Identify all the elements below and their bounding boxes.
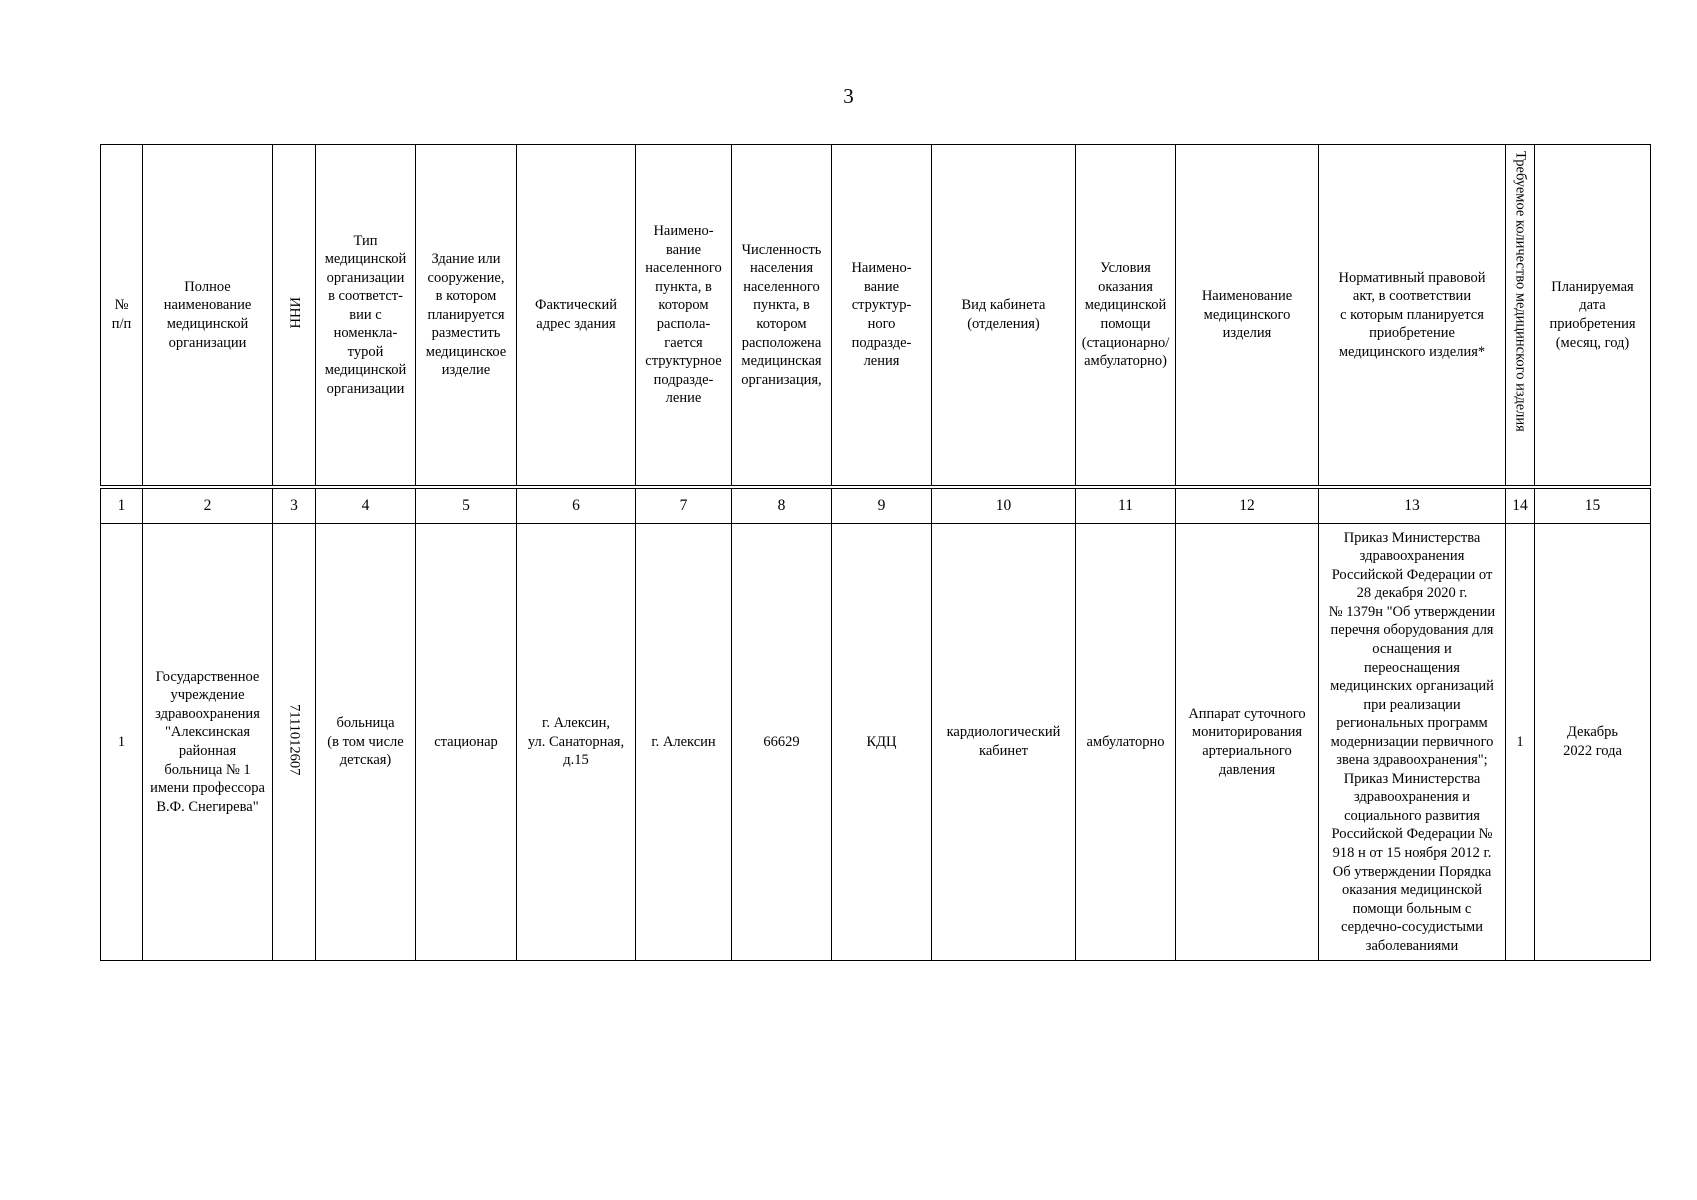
column-number-cell: 8 bbox=[732, 488, 832, 524]
cell-legal-act: Приказ Министерства здравоохранения Российской Федерации от 28 декабря 2020 г. № 1379н "Об утверждении перечня оборудования для оснащения и переоснащения медицинских организаций при реализации региональных программ модернизации первичного звена здравоохранения"; Приказ Министерства здравоохранения и социального развития Российской Федерации № 918 н от 15 ноября 2012 г. Об утверждении Порядка оказания медицинской помощи больным с сердечно-сосудистыми заболеваниями bbox=[1319, 524, 1506, 961]
column-number-cell: 7 bbox=[636, 488, 732, 524]
equipment-plan-table bbox=[100, 144, 1651, 961]
column-number-cell: 15 bbox=[1535, 488, 1651, 524]
header-cell-unit-name: Наимено- вание структур- ного подразде- ления bbox=[832, 144, 932, 486]
header-cell-purchase-date: Планируемая дата приобретения (месяц, год) bbox=[1535, 144, 1651, 486]
column-number-cell: 10 bbox=[932, 488, 1076, 524]
header-cell-org-name: Полное наименование медицинской организации bbox=[143, 144, 273, 486]
header-cell-required-quantity: Требуемое количество медицинского изделия bbox=[1506, 144, 1535, 486]
cell-org-name: Государственное учреждение здравоохранения "Алексинская районная больница № 1 имени профессора В.Ф. Снегирева" bbox=[143, 524, 273, 961]
cell-required-quantity: 1 bbox=[1506, 524, 1535, 961]
cell-cabinet-type: кардиологический кабинет bbox=[932, 524, 1076, 961]
column-number-cell: 6 bbox=[517, 488, 636, 524]
page-number: 3 bbox=[843, 84, 854, 108]
cell-org-type: больница (в том числе детская) bbox=[316, 524, 416, 961]
cell-purchase-date: Декабрь 2022 года bbox=[1535, 524, 1651, 961]
cell-settlement: г. Алексин bbox=[636, 524, 732, 961]
header-cell-care-conditions: Условия оказания медицинской помощи (стационарно/ амбулаторно) bbox=[1076, 144, 1176, 486]
cell-unit-name: КДЦ bbox=[832, 524, 932, 961]
cell-building: стационар bbox=[416, 524, 517, 961]
column-number-cell: 4 bbox=[316, 488, 416, 524]
cell-number: 1 bbox=[100, 524, 143, 961]
column-number-row bbox=[100, 488, 1651, 524]
column-number-cell: 12 bbox=[1176, 488, 1319, 524]
header-cell-population: Численность населения населенного пункта, в котором расположена медицинская организация, bbox=[732, 144, 832, 486]
cell-care-conditions: амбулаторно bbox=[1076, 524, 1176, 961]
column-number-cell: 14 bbox=[1506, 488, 1535, 524]
table-row bbox=[100, 524, 1651, 961]
header-cell-number: № п/п bbox=[100, 144, 143, 486]
cell-population: 66629 bbox=[732, 524, 832, 961]
column-number-cell: 5 bbox=[416, 488, 517, 524]
cell-address: г. Алексин, ул. Санаторная, д.15 bbox=[517, 524, 636, 961]
header-cell-building: Здание или сооружение, в котором планируется разместить медицинское изделие bbox=[416, 144, 517, 486]
cell-device-name: Аппарат суточного мониторирования артериального давления bbox=[1176, 524, 1319, 961]
column-number-cell: 11 bbox=[1076, 488, 1176, 524]
header-cell-cabinet-type: Вид кабинета (отделения) bbox=[932, 144, 1076, 486]
header-cell-org-type: Тип медицинской организации в соответст- вии с номенкла- турой медицинской организации bbox=[316, 144, 416, 486]
header-cell-inn: ИНН bbox=[273, 144, 316, 486]
column-number-cell: 13 bbox=[1319, 488, 1506, 524]
header-cell-address: Фактический адрес здания bbox=[517, 144, 636, 486]
column-number-cell: 1 bbox=[100, 488, 143, 524]
column-number-cell: 9 bbox=[832, 488, 932, 524]
cell-inn: 7111012607 bbox=[273, 524, 316, 961]
column-number-cell: 2 bbox=[143, 488, 273, 524]
header-cell-legal-act: Нормативный правовой акт, в соответствии с которым планируется приобретение медицинского изделия* bbox=[1319, 144, 1506, 486]
header-cell-settlement: Наимено- вание населенного пункта, в котором распола- гается структурное подразде- ление bbox=[636, 144, 732, 486]
header-cell-device-name: Наименование медицинского изделия bbox=[1176, 144, 1319, 486]
header-row bbox=[100, 144, 1651, 486]
column-number-cell: 3 bbox=[273, 488, 316, 524]
